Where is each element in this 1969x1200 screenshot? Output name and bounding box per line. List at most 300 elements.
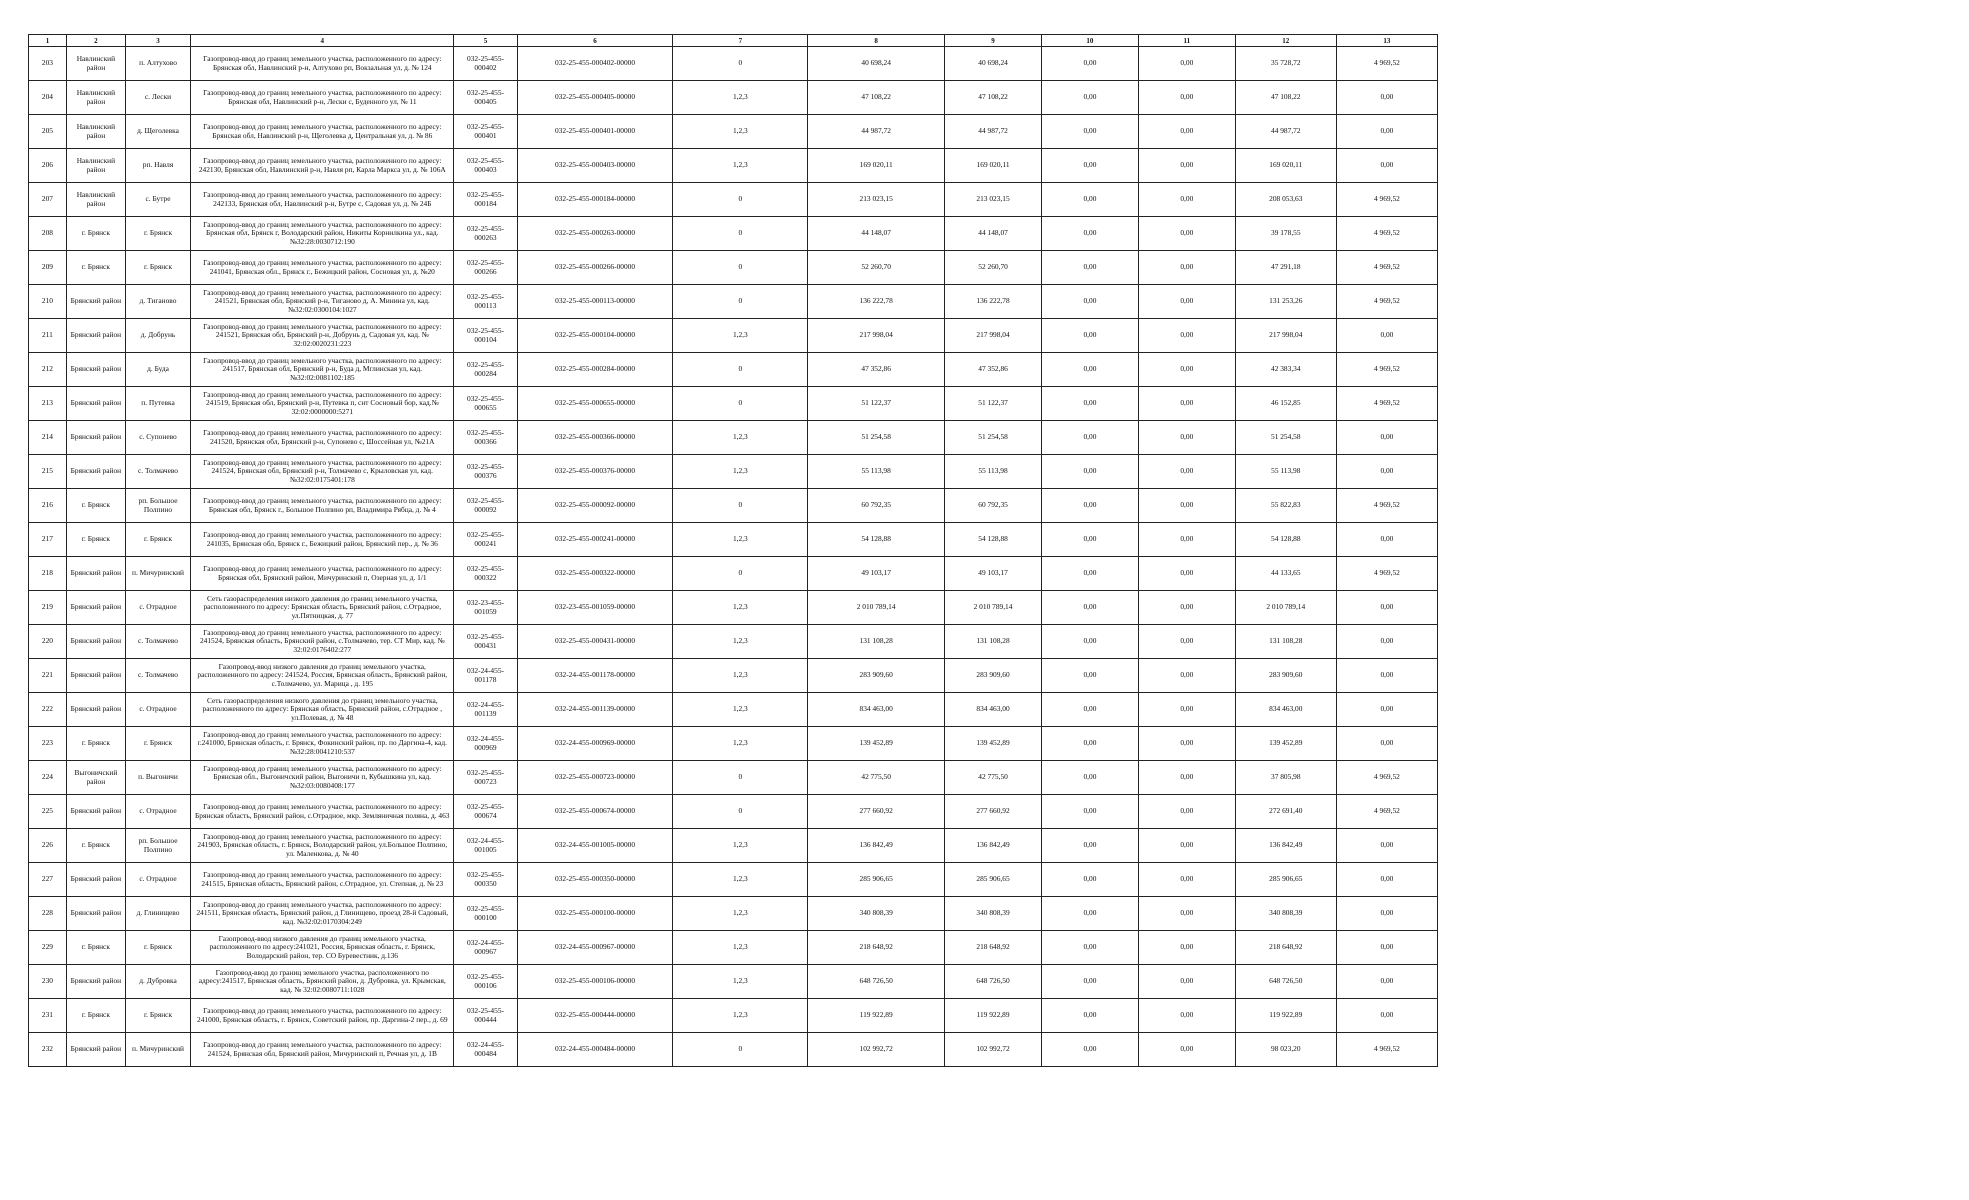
- object-code-cell: 032-25-455-000402: [454, 47, 517, 81]
- object-code-cell: 032-25-455-000266: [454, 251, 517, 285]
- amount-col9-cell: 139 452,89: [945, 727, 1042, 761]
- amount-col11-cell: 0,00: [1138, 421, 1235, 455]
- locality-cell: с. Супонево: [125, 421, 190, 455]
- amount-col10-cell: 0,00: [1041, 251, 1138, 285]
- amount-col9-cell: 136 842,49: [945, 829, 1042, 863]
- amount-col9-cell: 834 463,00: [945, 693, 1042, 727]
- object-code-cell: 032-24-455-001178: [454, 659, 517, 693]
- amount-col13-cell: 0,00: [1336, 625, 1437, 659]
- amount-col8-cell: 40 698,24: [808, 47, 945, 81]
- amount-col9-cell: 55 113,98: [945, 455, 1042, 489]
- amount-col11-cell: 0,00: [1138, 149, 1235, 183]
- category-cell: 0: [673, 251, 808, 285]
- amount-col8-cell: 119 922,89: [808, 999, 945, 1033]
- amount-col10-cell: 0,00: [1041, 523, 1138, 557]
- district-cell: г. Брянск: [66, 217, 125, 251]
- amount-col9-cell: 136 222,78: [945, 285, 1042, 319]
- amount-col10-cell: 0,00: [1041, 591, 1138, 625]
- amount-col12-cell: 131 108,28: [1235, 625, 1336, 659]
- object-description-cell: Сеть газораспределения низкого давления до границ земельного участка, расположенного по адресу: Брянская область, Брянский район, с.Отрадное , ул.Полевая, д. № 48: [191, 693, 454, 727]
- object-description-cell: Газопровод-ввод до границ земельного участка, расположенного по адресу: 241000, Брянская область, г. Брянск, Советский район, пр. Даргина-2 пер., д. 69: [191, 999, 454, 1033]
- category-cell: 1,2,3: [673, 999, 808, 1033]
- amount-col9-cell: 283 909,60: [945, 659, 1042, 693]
- inventory-code-cell: 032-25-455-000104-00000: [517, 319, 673, 353]
- category-cell: 1,2,3: [673, 829, 808, 863]
- district-cell: Брянский район: [66, 863, 125, 897]
- amount-col11-cell: 0,00: [1138, 557, 1235, 591]
- table-row: [29, 863, 1438, 897]
- amount-col12-cell: 208 053,63: [1235, 183, 1336, 217]
- row-number: 229: [29, 931, 67, 965]
- object-code-cell: 032-24-455-001139: [454, 693, 517, 727]
- amount-col13-cell: 0,00: [1336, 829, 1437, 863]
- amount-col10-cell: 0,00: [1041, 183, 1138, 217]
- district-cell: Брянский район: [66, 591, 125, 625]
- district-cell: Брянский район: [66, 319, 125, 353]
- object-code-cell: 032-25-455-000350: [454, 863, 517, 897]
- table-row: [29, 81, 1438, 115]
- amount-col10-cell: 0,00: [1041, 387, 1138, 421]
- object-code-cell: 032-25-455-000431: [454, 625, 517, 659]
- amount-col10-cell: 0,00: [1041, 965, 1138, 999]
- row-number: 218: [29, 557, 67, 591]
- inventory-code-cell: 032-25-455-000402-00000: [517, 47, 673, 81]
- object-description-cell: Газопровод-ввод до границ земельного участка, расположенного по адресу: 241041, Брянская обл., Брянск г., Бежицкий район, Сосновая ул, д. №20: [191, 251, 454, 285]
- amount-col8-cell: 834 463,00: [808, 693, 945, 727]
- district-cell: Навлинский район: [66, 47, 125, 81]
- amount-col8-cell: 52 260,70: [808, 251, 945, 285]
- amount-col12-cell: 217 998,04: [1235, 319, 1336, 353]
- document-sheet: [28, 34, 1438, 1067]
- object-code-cell: 032-25-455-000723: [454, 761, 517, 795]
- category-cell: 0: [673, 1033, 808, 1067]
- amount-col10-cell: 0,00: [1041, 353, 1138, 387]
- row-number: 231: [29, 999, 67, 1033]
- row-number: 216: [29, 489, 67, 523]
- object-description-cell: Газопровод-ввод до границ земельного участка, расположенного по адресу: 241521, Брянская обл, Брянский р-н, Добрунь д, Садовая ул, кад. № 32:02:0020231:223: [191, 319, 454, 353]
- object-description-cell: Газопровод-ввод до границ земельного участка, расположенного по адресу: Брянская обл, Брянский район, Мичуринский п, Озерная ул, д. 1/1: [191, 557, 454, 591]
- table-row: [29, 795, 1438, 829]
- object-description-cell: Газопровод-ввод до границ земельного участка, расположенного по адресу: Брянская обл., Выгоничский район, Выгоничи п, Кубышкина ул, кад. №32:03:0080408:177: [191, 761, 454, 795]
- locality-cell: с. Отрадное: [125, 591, 190, 625]
- table-row: [29, 659, 1438, 693]
- district-cell: г. Брянск: [66, 727, 125, 761]
- amount-col13-cell: 0,00: [1336, 319, 1437, 353]
- amount-col8-cell: 54 128,88: [808, 523, 945, 557]
- object-description-cell: Газопровод-ввод до границ земельного участка, расположенного по адресу: 241524, Брянская область, Брянский район, с.Толмачево, тер. СТ Мир, кад. № 32:02:0176402:277: [191, 625, 454, 659]
- amount-col8-cell: 136 842,49: [808, 829, 945, 863]
- object-code-cell: 032-25-455-000322: [454, 557, 517, 591]
- amount-col9-cell: 285 906,65: [945, 863, 1042, 897]
- object-description-cell: Газопровод-ввод до границ земельного участка, расположенного по адресу: 241524, Брянская обл, Брянский район, Мичуринский п, Речная ул, д. 1В: [191, 1033, 454, 1067]
- object-code-cell: 032-25-455-000366: [454, 421, 517, 455]
- district-cell: Навлинский район: [66, 81, 125, 115]
- row-number: 205: [29, 115, 67, 149]
- locality-cell: с. Лески: [125, 81, 190, 115]
- locality-cell: д. Добрунь: [125, 319, 190, 353]
- row-number: 232: [29, 1033, 67, 1067]
- row-number: 208: [29, 217, 67, 251]
- amount-col9-cell: 217 998,04: [945, 319, 1042, 353]
- amount-col10-cell: 0,00: [1041, 47, 1138, 81]
- amount-col10-cell: 0,00: [1041, 897, 1138, 931]
- object-description-cell: Газопровод-ввод до границ земельного участка, расположенного по адресу: 241520, Брянская обл, Брянский р-н, Супонево с, Шоссейная ул, №21А: [191, 421, 454, 455]
- locality-cell: рп. Большое Полпино: [125, 489, 190, 523]
- locality-cell: д. Дубровка: [125, 965, 190, 999]
- amount-col8-cell: 340 808,39: [808, 897, 945, 931]
- table-row: [29, 387, 1438, 421]
- district-cell: Брянский район: [66, 557, 125, 591]
- object-description-cell: Газопровод-ввод до границ земельного участка, расположенного по адресу: Брянская область, Брянский район, с.Отрадное, мкр. Земляничная поляна, д. 463: [191, 795, 454, 829]
- amount-col9-cell: 169 020,11: [945, 149, 1042, 183]
- locality-cell: г. Брянск: [125, 523, 190, 557]
- table-row: [29, 965, 1438, 999]
- district-cell: Брянский район: [66, 353, 125, 387]
- amount-col13-cell: 4 969,52: [1336, 1033, 1437, 1067]
- object-code-cell: 032-25-455-000241: [454, 523, 517, 557]
- district-cell: Брянский район: [66, 387, 125, 421]
- amount-col12-cell: 285 906,65: [1235, 863, 1336, 897]
- object-code-cell: 032-25-455-000655: [454, 387, 517, 421]
- amount-col11-cell: 0,00: [1138, 965, 1235, 999]
- category-cell: 0: [673, 795, 808, 829]
- amount-col13-cell: 0,00: [1336, 727, 1437, 761]
- object-code-cell: 032-25-455-000106: [454, 965, 517, 999]
- locality-cell: с. Бутре: [125, 183, 190, 217]
- inventory-code-cell: 032-25-455-000401-00000: [517, 115, 673, 149]
- amount-col10-cell: 0,00: [1041, 319, 1138, 353]
- locality-cell: г. Брянск: [125, 931, 190, 965]
- inventory-code-cell: 032-25-455-000431-00000: [517, 625, 673, 659]
- amount-col12-cell: 46 152,85: [1235, 387, 1336, 421]
- amount-col8-cell: 213 023,15: [808, 183, 945, 217]
- object-description-cell: Газопровод-ввод до границ земельного участка, расположенного по адресу: 242133, Брянская обл, Навлинский р-н, Бутре с, Садовая ул, д. № 24Б: [191, 183, 454, 217]
- amount-col12-cell: 169 020,11: [1235, 149, 1336, 183]
- category-cell: 0: [673, 489, 808, 523]
- district-cell: г. Брянск: [66, 999, 125, 1033]
- object-code-cell: 032-25-455-000092: [454, 489, 517, 523]
- amount-col8-cell: 47 352,86: [808, 353, 945, 387]
- table-row: [29, 591, 1438, 625]
- amount-col9-cell: 60 792,35: [945, 489, 1042, 523]
- amount-col13-cell: 0,00: [1336, 965, 1437, 999]
- inventory-code-cell: 032-24-455-000484-00000: [517, 1033, 673, 1067]
- amount-col9-cell: 218 648,92: [945, 931, 1042, 965]
- object-code-cell: 032-24-455-001005: [454, 829, 517, 863]
- column-header-11: 11: [1138, 35, 1235, 47]
- amount-col12-cell: 272 691,40: [1235, 795, 1336, 829]
- row-number: 207: [29, 183, 67, 217]
- category-cell: 1,2,3: [673, 727, 808, 761]
- amount-col9-cell: 648 726,50: [945, 965, 1042, 999]
- category-cell: 0: [673, 183, 808, 217]
- inventory-code-cell: 032-25-455-000106-00000: [517, 965, 673, 999]
- amount-col8-cell: 102 992,72: [808, 1033, 945, 1067]
- amount-col13-cell: 0,00: [1336, 81, 1437, 115]
- locality-cell: п. Выгоничи: [125, 761, 190, 795]
- amount-col10-cell: 0,00: [1041, 795, 1138, 829]
- object-description-cell: Газопровод-ввод низкого давления до границ земельного участка, расположенного по адресу:241021, Россия, Брянская область, г. Брянск, Володарский район, тер. СО Буревестник, д.136: [191, 931, 454, 965]
- category-cell: 1,2,3: [673, 149, 808, 183]
- object-description-cell: Газопровод-ввод до границ земельного участка, расположенного по адресу: 241515, Брянская область, Брянский район, с.Отрадное, ул. Степная, д. № 23: [191, 863, 454, 897]
- inventory-code-cell: 032-25-455-000405-00000: [517, 81, 673, 115]
- object-code-cell: 032-25-455-000113: [454, 285, 517, 319]
- locality-cell: г. Брянск: [125, 217, 190, 251]
- object-description-cell: Газопровод-ввод до границ земельного участка, расположенного по адресу: 241511, Брянская область, Брянский район, д Глинищево, проезд 28-й Садовый, кад. №32:02:0170304:249: [191, 897, 454, 931]
- object-code-cell: 032-25-455-000674: [454, 795, 517, 829]
- locality-cell: д. Буда: [125, 353, 190, 387]
- column-header-5: 5: [454, 35, 517, 47]
- district-cell: Брянский район: [66, 421, 125, 455]
- object-code-cell: 032-25-455-000184: [454, 183, 517, 217]
- object-description-cell: Газопровод-ввод до границ земельного участка, расположенного по адресу: 241521, Брянская обл, Брянский р-н, Тиганово д, А. Минина ул, кад. №32:02:0300104:1027: [191, 285, 454, 319]
- district-cell: г. Брянск: [66, 251, 125, 285]
- object-code-cell: 032-25-455-000104: [454, 319, 517, 353]
- row-number: 217: [29, 523, 67, 557]
- amount-col8-cell: 60 792,35: [808, 489, 945, 523]
- amount-col9-cell: 44 987,72: [945, 115, 1042, 149]
- amount-col13-cell: 4 969,52: [1336, 217, 1437, 251]
- table-row: [29, 421, 1438, 455]
- district-cell: Брянский район: [66, 965, 125, 999]
- amount-col12-cell: 340 808,39: [1235, 897, 1336, 931]
- inventory-code-cell: 032-25-455-000674-00000: [517, 795, 673, 829]
- inventory-code-cell: 032-25-455-000092-00000: [517, 489, 673, 523]
- data-table: [28, 34, 1438, 1067]
- district-cell: г. Брянск: [66, 931, 125, 965]
- inventory-code-cell: 032-24-455-001005-00000: [517, 829, 673, 863]
- amount-col11-cell: 0,00: [1138, 761, 1235, 795]
- amount-col11-cell: 0,00: [1138, 931, 1235, 965]
- amount-col11-cell: 0,00: [1138, 863, 1235, 897]
- amount-col10-cell: 0,00: [1041, 421, 1138, 455]
- amount-col8-cell: 283 909,60: [808, 659, 945, 693]
- table-row: [29, 1033, 1438, 1067]
- amount-col13-cell: 4 969,52: [1336, 47, 1437, 81]
- amount-col12-cell: 55 822,83: [1235, 489, 1336, 523]
- locality-cell: г. Брянск: [125, 251, 190, 285]
- inventory-code-cell: 032-25-455-000444-00000: [517, 999, 673, 1033]
- inventory-code-cell: 032-25-455-000723-00000: [517, 761, 673, 795]
- amount-col12-cell: 37 805,98: [1235, 761, 1336, 795]
- amount-col11-cell: 0,00: [1138, 727, 1235, 761]
- row-number: 226: [29, 829, 67, 863]
- table-row: [29, 149, 1438, 183]
- amount-col11-cell: 0,00: [1138, 523, 1235, 557]
- amount-col13-cell: 4 969,52: [1336, 761, 1437, 795]
- table-row: [29, 761, 1438, 795]
- object-description-cell: Газопровод-ввод до границ земельного участка, расположенного по адресу: Брянская обл, Навлинский р-н, Щеголевка д, Центральная ул, д. № 86: [191, 115, 454, 149]
- row-number: 224: [29, 761, 67, 795]
- row-number: 223: [29, 727, 67, 761]
- amount-col12-cell: 834 463,00: [1235, 693, 1336, 727]
- amount-col13-cell: 4 969,52: [1336, 557, 1437, 591]
- inventory-code-cell: 032-25-455-000113-00000: [517, 285, 673, 319]
- inventory-code-cell: 032-25-455-000655-00000: [517, 387, 673, 421]
- column-header-9: 9: [945, 35, 1042, 47]
- object-code-cell: 032-25-455-000403: [454, 149, 517, 183]
- category-cell: 1,2,3: [673, 965, 808, 999]
- amount-col12-cell: 139 452,89: [1235, 727, 1336, 761]
- amount-col12-cell: 136 842,49: [1235, 829, 1336, 863]
- object-description-cell: Газопровод-ввод до границ земельного участка, расположенного по адресу: 241524, Брянская обл, Брянский р-н, Толмачево с, Крыловская ул, кад. №32:02:0175401:178: [191, 455, 454, 489]
- amount-col13-cell: 0,00: [1336, 999, 1437, 1033]
- amount-col11-cell: 0,00: [1138, 489, 1235, 523]
- category-cell: 0: [673, 217, 808, 251]
- row-number: 206: [29, 149, 67, 183]
- amount-col9-cell: 213 023,15: [945, 183, 1042, 217]
- object-code-cell: 032-23-455-001059: [454, 591, 517, 625]
- amount-col9-cell: 340 808,39: [945, 897, 1042, 931]
- amount-col10-cell: 0,00: [1041, 1033, 1138, 1067]
- amount-col8-cell: 139 452,89: [808, 727, 945, 761]
- amount-col11-cell: 0,00: [1138, 387, 1235, 421]
- table-row: [29, 319, 1438, 353]
- table-row: [29, 727, 1438, 761]
- inventory-code-cell: 032-25-455-000376-00000: [517, 455, 673, 489]
- locality-cell: с. Толмачево: [125, 659, 190, 693]
- row-number: 227: [29, 863, 67, 897]
- object-code-cell: 032-25-455-000376: [454, 455, 517, 489]
- amount-col9-cell: 2 010 789,14: [945, 591, 1042, 625]
- amount-col8-cell: 218 648,92: [808, 931, 945, 965]
- amount-col12-cell: 218 648,92: [1235, 931, 1336, 965]
- column-header-8: 8: [808, 35, 945, 47]
- inventory-code-cell: 032-25-455-000100-00000: [517, 897, 673, 931]
- category-cell: 1,2,3: [673, 455, 808, 489]
- amount-col13-cell: 4 969,52: [1336, 795, 1437, 829]
- locality-cell: с. Отрадное: [125, 863, 190, 897]
- amount-col13-cell: 0,00: [1336, 115, 1437, 149]
- object-description-cell: Газопровод-ввод до границ земельного участка, расположенного по адресу: Брянская обл, Брянск г., Большое Полпино рп, Владимира Рябца, д. № 4: [191, 489, 454, 523]
- district-cell: г. Брянск: [66, 829, 125, 863]
- amount-col8-cell: 49 103,17: [808, 557, 945, 591]
- district-cell: Брянский район: [66, 285, 125, 319]
- table-row: [29, 625, 1438, 659]
- amount-col10-cell: 0,00: [1041, 81, 1138, 115]
- amount-col10-cell: 0,00: [1041, 455, 1138, 489]
- column-header-4: 4: [191, 35, 454, 47]
- inventory-code-cell: 032-25-455-000241-00000: [517, 523, 673, 557]
- row-number: 222: [29, 693, 67, 727]
- locality-cell: рп. Большое Полпино: [125, 829, 190, 863]
- locality-cell: г. Брянск: [125, 727, 190, 761]
- amount-col11-cell: 0,00: [1138, 455, 1235, 489]
- amount-col13-cell: 4 969,52: [1336, 183, 1437, 217]
- table-row: [29, 931, 1438, 965]
- table-row: [29, 829, 1438, 863]
- amount-col10-cell: 0,00: [1041, 285, 1138, 319]
- object-description-cell: Газопровод-ввод до границ земельного участка, расположенного по адресу: 241519, Брянская обл, Брянский р-н, Путевка п, снт Сосновый бор, кад.№ 32:02:0000000:5271: [191, 387, 454, 421]
- table-row: [29, 999, 1438, 1033]
- district-cell: Навлинский район: [66, 115, 125, 149]
- district-cell: г. Брянск: [66, 523, 125, 557]
- object-code-cell: 032-24-455-000969: [454, 727, 517, 761]
- amount-col13-cell: 0,00: [1336, 149, 1437, 183]
- amount-col8-cell: 169 020,11: [808, 149, 945, 183]
- amount-col12-cell: 283 909,60: [1235, 659, 1336, 693]
- row-number: 204: [29, 81, 67, 115]
- category-cell: 1,2,3: [673, 81, 808, 115]
- amount-col12-cell: 35 728,72: [1235, 47, 1336, 81]
- amount-col10-cell: 0,00: [1041, 727, 1138, 761]
- category-cell: 1,2,3: [673, 591, 808, 625]
- amount-col10-cell: 0,00: [1041, 557, 1138, 591]
- district-cell: Брянский район: [66, 455, 125, 489]
- row-number: 225: [29, 795, 67, 829]
- amount-col11-cell: 0,00: [1138, 693, 1235, 727]
- amount-col8-cell: 285 906,65: [808, 863, 945, 897]
- amount-col10-cell: 0,00: [1041, 149, 1138, 183]
- inventory-code-cell: 032-25-455-000263-00000: [517, 217, 673, 251]
- object-code-cell: 032-25-455-000100: [454, 897, 517, 931]
- locality-cell: д. Тиганово: [125, 285, 190, 319]
- object-code-cell: 032-25-455-000284: [454, 353, 517, 387]
- row-number: 220: [29, 625, 67, 659]
- amount-col10-cell: 0,00: [1041, 999, 1138, 1033]
- object-description-cell: Газопровод-ввод до границ земельного участка, расположенного по адресу: 241035, Брянская обл, Брянск г., Бежицкий район, Брянский пер., д. № 36: [191, 523, 454, 557]
- object-code-cell: 032-25-455-000401: [454, 115, 517, 149]
- amount-col12-cell: 119 922,89: [1235, 999, 1336, 1033]
- table-row: [29, 523, 1438, 557]
- amount-col9-cell: 119 922,89: [945, 999, 1042, 1033]
- amount-col10-cell: 0,00: [1041, 693, 1138, 727]
- table-row: [29, 47, 1438, 81]
- row-number: 211: [29, 319, 67, 353]
- amount-col13-cell: 4 969,52: [1336, 285, 1437, 319]
- amount-col11-cell: 0,00: [1138, 285, 1235, 319]
- amount-col8-cell: 51 254,58: [808, 421, 945, 455]
- locality-cell: с. Отрадное: [125, 795, 190, 829]
- amount-col8-cell: 44 148,07: [808, 217, 945, 251]
- locality-cell: с. Толмачево: [125, 625, 190, 659]
- amount-col8-cell: 2 010 789,14: [808, 591, 945, 625]
- amount-col13-cell: 4 969,52: [1336, 251, 1437, 285]
- amount-col12-cell: 44 133,65: [1235, 557, 1336, 591]
- amount-col9-cell: 47 352,86: [945, 353, 1042, 387]
- amount-col13-cell: 0,00: [1336, 659, 1437, 693]
- table-row: [29, 217, 1438, 251]
- amount-col8-cell: 55 113,98: [808, 455, 945, 489]
- inventory-code-cell: 032-24-455-000967-00000: [517, 931, 673, 965]
- amount-col9-cell: 131 108,28: [945, 625, 1042, 659]
- locality-cell: п. Мичуринский: [125, 557, 190, 591]
- amount-col11-cell: 0,00: [1138, 1033, 1235, 1067]
- amount-col10-cell: 0,00: [1041, 489, 1138, 523]
- amount-col9-cell: 42 775,50: [945, 761, 1042, 795]
- inventory-code-cell: 032-25-455-000366-00000: [517, 421, 673, 455]
- column-header-1: 1: [29, 35, 67, 47]
- object-description-cell: Газопровод-ввод до границ земельного участка, расположенного по адресу: Брянская обл, Брянск г, Володарский район, Никиты Корнилкина ул., кад. №32:28:0030712:190: [191, 217, 454, 251]
- locality-cell: с. Толмачево: [125, 455, 190, 489]
- amount-col10-cell: 0,00: [1041, 931, 1138, 965]
- amount-col13-cell: 0,00: [1336, 421, 1437, 455]
- amount-col11-cell: 0,00: [1138, 999, 1235, 1033]
- category-cell: 1,2,3: [673, 115, 808, 149]
- inventory-code-cell: 032-24-455-001139-00000: [517, 693, 673, 727]
- inventory-code-cell: 032-25-455-000403-00000: [517, 149, 673, 183]
- object-description-cell: Газопровод-ввод до границ земельного участка, расположенного по адресу:241517, Брянская область, Брянский район, д. Дубровка, ул. Крымская, кад. № 32:02:0080711:1028: [191, 965, 454, 999]
- amount-col8-cell: 217 998,04: [808, 319, 945, 353]
- amount-col9-cell: 102 992,72: [945, 1033, 1042, 1067]
- amount-col12-cell: 131 253,26: [1235, 285, 1336, 319]
- district-cell: Брянский район: [66, 625, 125, 659]
- amount-col9-cell: 54 128,88: [945, 523, 1042, 557]
- object-description-cell: Сеть газораспределения низкого давления до границ земельного участка, расположенного по адресу: Брянская область, Брянский район, с.Отрадное, ул.Пятницкая, д. 77: [191, 591, 454, 625]
- object-code-cell: 032-24-455-000967: [454, 931, 517, 965]
- column-number-row: [29, 35, 1438, 47]
- row-number: 212: [29, 353, 67, 387]
